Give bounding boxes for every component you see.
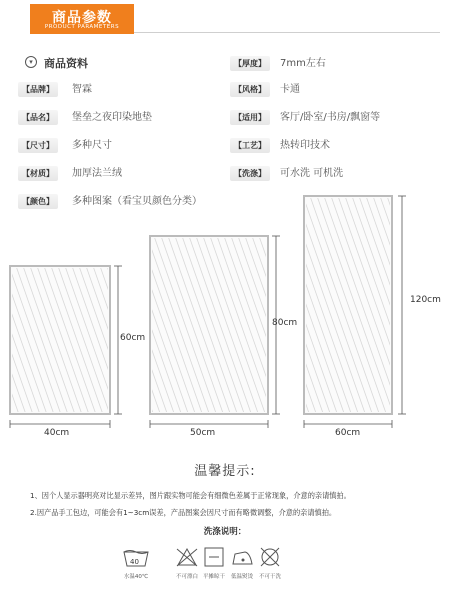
no-dry-clean-icon [261,548,279,566]
notice-line-1: 1、因个人显示器明亮对比显示差异，图片跟实物可能会有细微色差属于正常现象，介意的亲请慎拍。 [30,491,351,500]
param-label-usage: 【适用】 [230,110,270,125]
wash-temp-text: 40 [130,558,139,566]
height-label-3: 120cm [410,295,441,305]
param-value-color: 多种图案（看宝贝颜色分类） [72,196,202,207]
low-iron-icon [233,552,252,564]
param-value-craft: 热转印技术 [280,140,330,151]
wash-label-dryclean: 不可干洗 [258,574,281,580]
param-value-name: 堡垒之夜印染地垫 [72,112,152,123]
param-value-brand: 智霖 [72,84,92,95]
param-label-craft: 【工艺】 [230,138,270,153]
param-label-thickness: 【厚度】 [230,56,270,71]
param-value-material: 加厚法兰绒 [72,168,122,179]
header-subtitle: PRODUCT PARAMETERS [44,24,120,30]
header-title: 商品参数 [52,10,112,26]
chevron-down-icon: ▾ [25,56,37,68]
height-label-2: 80cm [272,318,298,328]
wash-40-icon [124,551,148,567]
width-label-1: 40cm [44,428,70,438]
param-value-thickness: 7mm左右 [280,58,326,69]
param-value-size: 多种尺寸 [72,140,112,151]
wash-label-temp: 水温40℃ [123,574,149,580]
param-label-color: 【颜色】 [18,194,58,209]
width-label-2: 50cm [190,428,216,438]
height-label-1: 60cm [120,333,146,343]
wash-title: 洗涤说明： [203,527,247,537]
param-label-wash: 【洗涤】 [230,166,270,181]
param-label-material: 【材质】 [18,166,58,181]
notice-title: 温馨提示: [194,464,256,479]
width-label-3: 60cm [335,428,361,438]
param-label-size: 【尺寸】 [18,138,58,153]
dry-flat-icon [205,548,223,566]
param-label-name: 【品名】 [18,110,58,125]
param-label-brand: 【品牌】 [18,82,58,97]
no-bleach-icon [177,549,197,566]
param-value-usage: 客厅/卧室/书房/飘窗等 [280,112,381,123]
wash-label-iron: 低温熨烫 [230,574,253,580]
notice-line-2: 2.因产品手工包边，可能会有1~3cm误差，产品图案会因尺寸而有略微调整，介意的亲请慎拍。 [30,508,337,517]
wash-label-bleach: 不可漂白 [175,574,198,580]
param-value-style: 卡通 [280,84,300,95]
param-label-style: 【风格】 [230,82,270,97]
wash-label-dry: 平摊晾干 [202,574,225,580]
param-value-wash: 可水洗 可机洗 [280,168,344,179]
section-title: 商品资料 [44,57,88,70]
